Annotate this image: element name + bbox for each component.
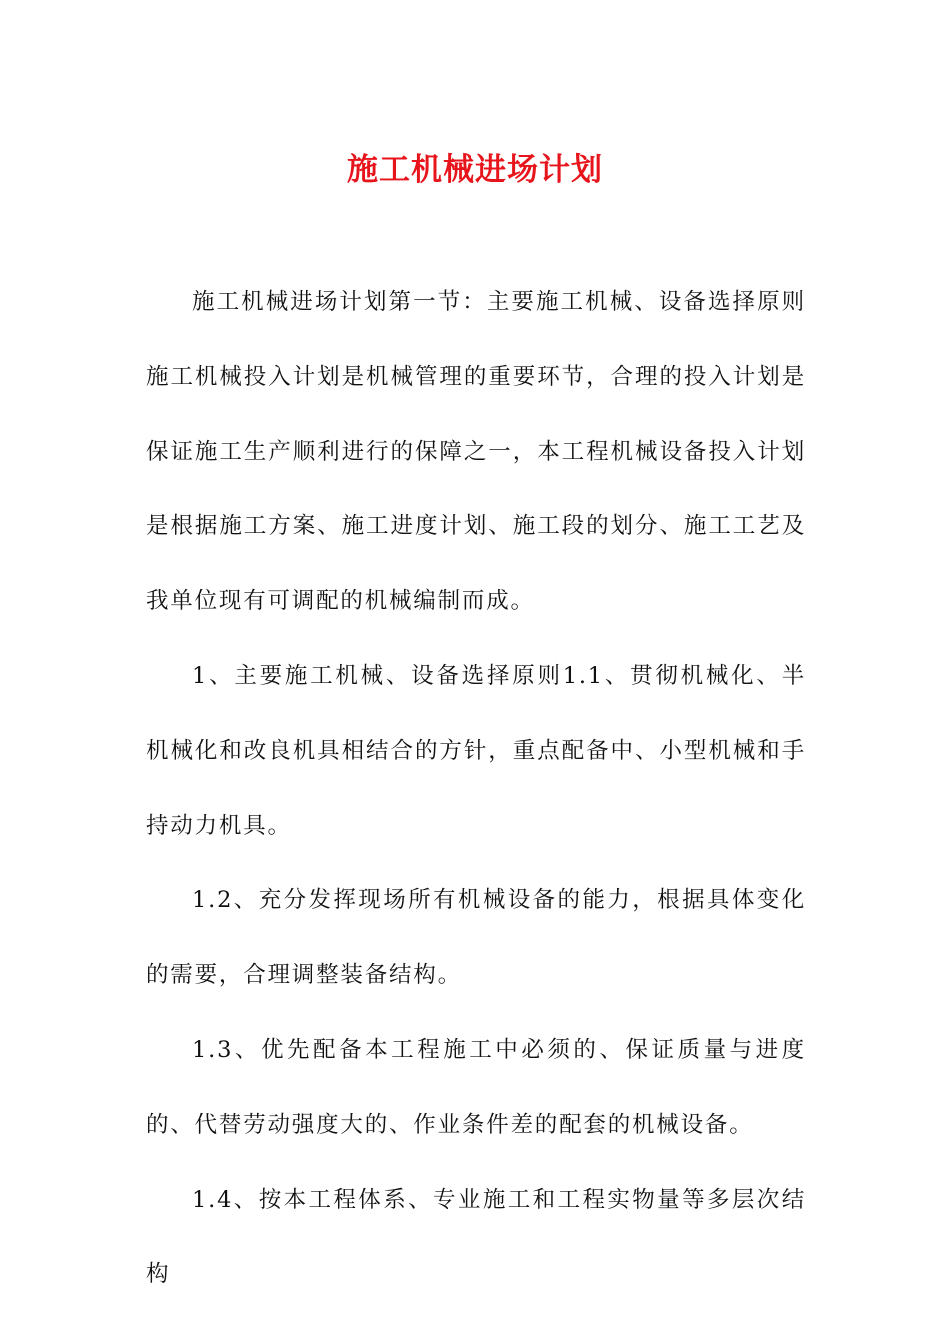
document-title: 施工机械进场计划 bbox=[347, 152, 603, 188]
paragraph-1: 施工机械进场计划第一节：主要施工机械、设备选择原则施工机械投入计划是机械管理的重要环节，合理的投入计划是保证施工生产顺利进行的保障之一，本工程机械设备投入计划是根据施工方案、施工进度计划、施工段的划分、施工工艺及我单位现有可调配的机械编制而成。 bbox=[146, 289, 806, 615]
paragraph-5: 1.4、按本工程体系、专业施工和工程实物量等多层次结构 bbox=[146, 1186, 806, 1288]
paragraph-2: 1、主要施工机械、设备选择原则1.1、贯彻机械化、半机械化和改良机具相结合的方针，重点配备中、小型机械和手持动力机具。 bbox=[146, 662, 806, 839]
document-body bbox=[146, 265, 806, 1312]
paragraph-3: 1.2、充分发挥现场所有机械设备的能力，根据具体变化的需要，合理调整装备结构。 bbox=[146, 887, 806, 989]
paragraph-4: 1.3、优先配备本工程施工中必须的、保证质量与进度的、代替劳动强度大的、作业条件差的配套的机械设备。 bbox=[146, 1036, 806, 1138]
